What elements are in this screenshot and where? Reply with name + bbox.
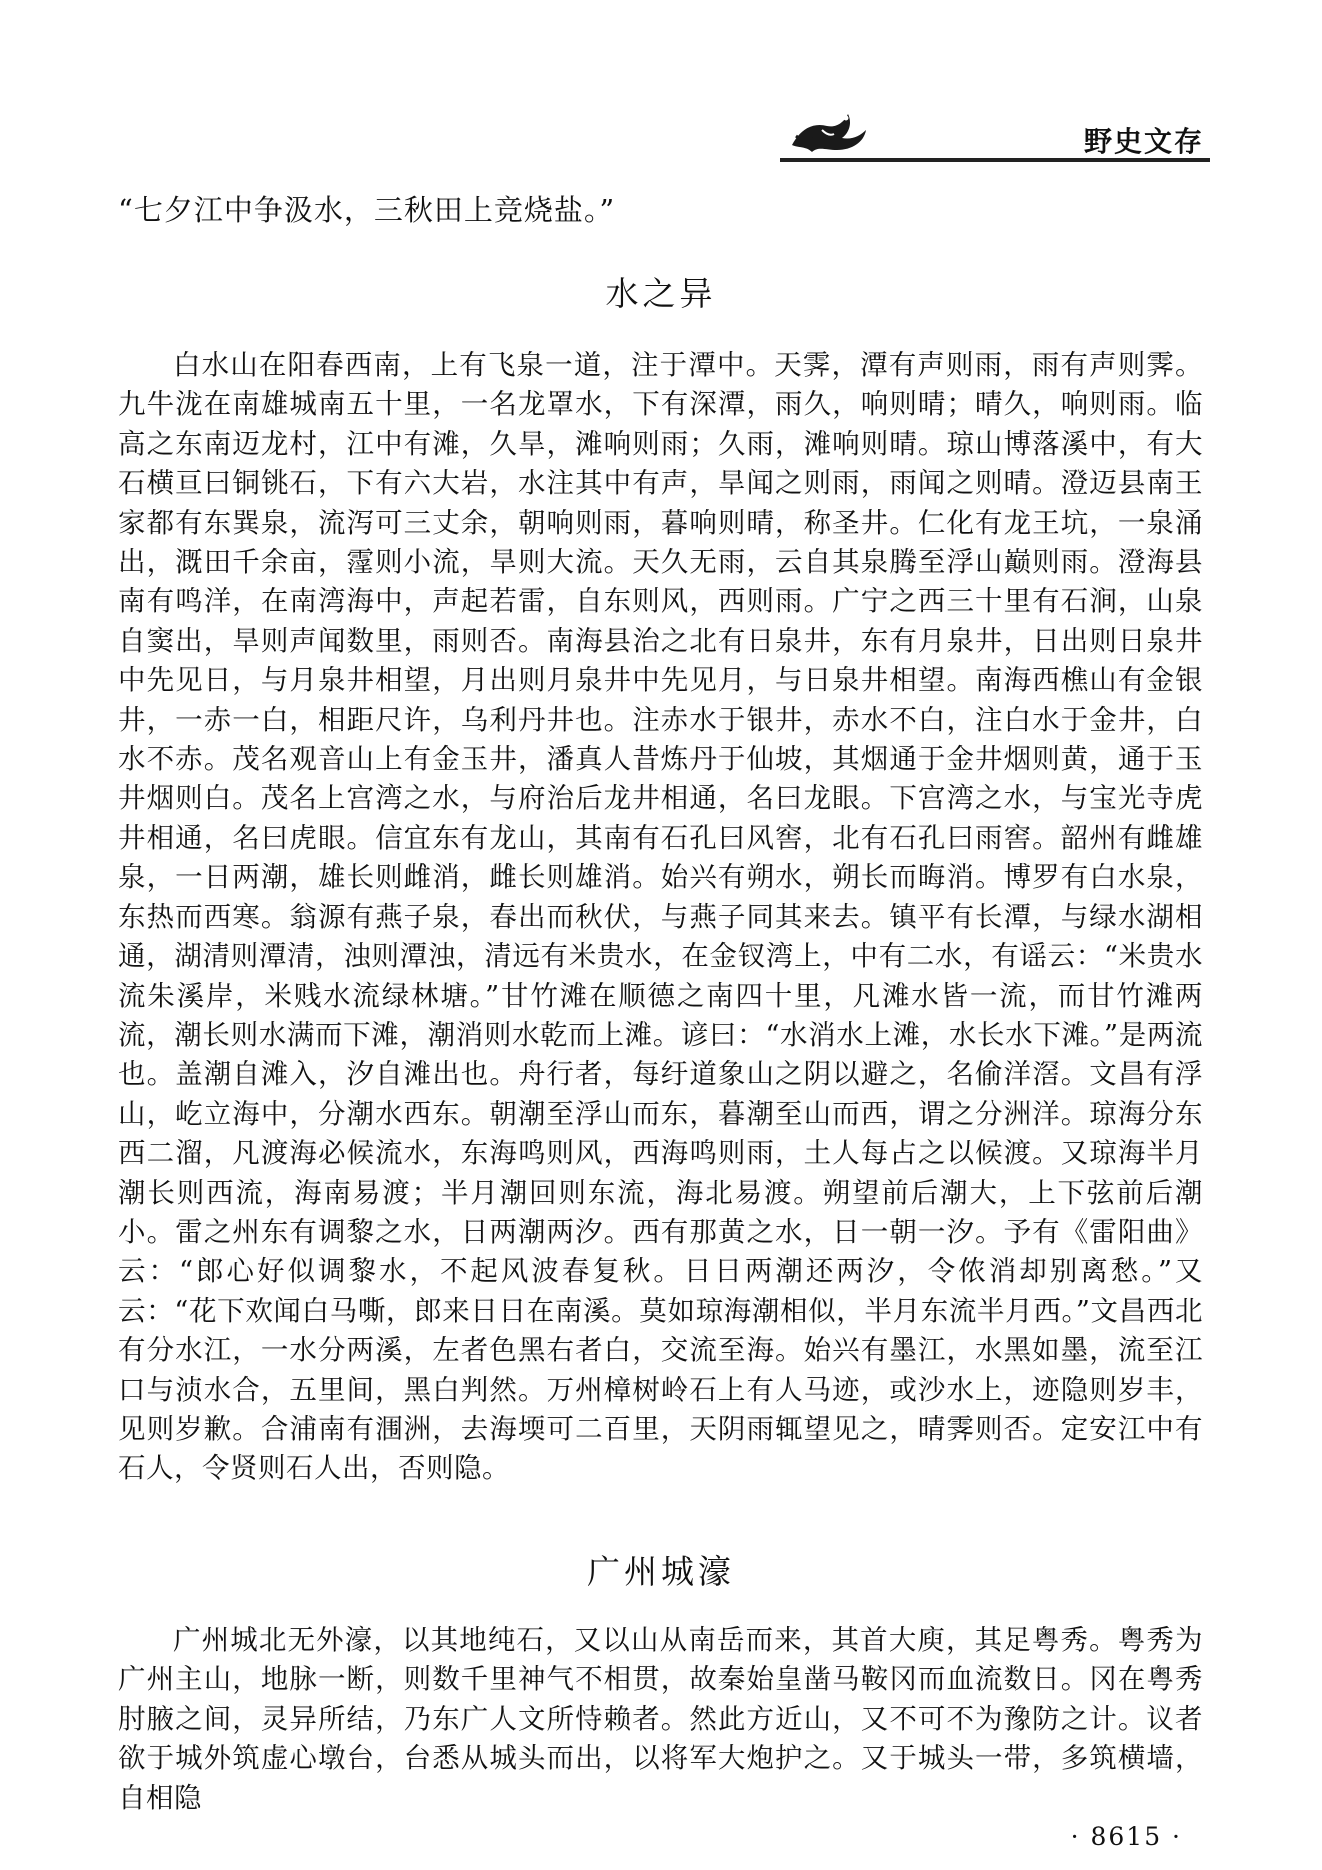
page-number: · 8615 · xyxy=(1070,1822,1182,1851)
section-body-guangzhou-moat: 广州城北无外濠，以其地纯石，又以山从南岳而来，其首大庾，其足粤秀。粤秀为广州主山，地脉一断，则数千里神气不相贯，故秦始皇凿马鞍冈而血流数日。冈在粤秀肘腋之间，灵异所结，乃东广人文所恃赖者。然此方近山，又不可不为豫防之计。议者欲于城外筑虚心墩台，台悉从城头而出，以将军大炮护之。又于城头一带，多筑横墙，自相隐 xyxy=(118,1624,1203,1814)
section-body-water-anomalies: 白水山在阳春西南，上有飞泉一道，注于潭中。天霁，潭有声则雨，雨有声则霁。九牛泷在南雄城南五十里，一名龙罩水，下有深潭，雨久，响则晴；晴久，响则雨。临高之东南迈龙村，江中有滩，久旱，滩响则雨；久雨，滩响则晴。琼山博落溪中，有大石横亘曰铜铫石，下有六大岩，水注其中有声，旱闻之则雨，雨闻之则晴。澄迈县南王家都有东巽泉，流泻可三丈余，朝响则雨，暮响则晴，称圣井。仁化有龙王坑，一泉涌出，溉田千余亩，霪则小流，旱则大流。天久无雨，云自其泉腾至浮山巅则雨。澄海县南有鸣洋，在南湾海中，声起若雷，自东则风，西则雨。广宁之西三十里有石涧，山泉自窦出，旱则声闻数里，雨则否。南海县治之北有日泉井，东有月泉井，日出则日泉井中先见日，与月泉井相望，月出则月泉井中先见月，与日泉井相望。南海西樵山有金银井，一赤一白，相距尺许，乌利丹井也。注赤水于银井，赤水不白，注白水于金井，白水不赤。茂名观音山上有金玉井，潘真人昔炼丹于仙坡，其烟通于金井烟则黄，通于玉井烟则白。茂名上宫湾之水，与府治后龙井相通，名曰龙眼。下宫湾之水，与宝光寺虎井相通，名曰虎眼。信宜东有龙山，其南有石孔曰风窖，北有石孔曰雨窖。韶州有雌雄泉，一日两潮，雄长则雌消，雌长则雄消。始兴有朔水，朔长而晦消。博罗有白水泉，东热而西寒。翁源有燕子泉，春出而秋伏，与燕子同其来去。镇平有长潭，与绿水湖相通，湖清则潭清，浊则潭浊，清远有米贵水，在金钗湾上，中有二水，有谣云：“米贵水流朱溪岸，米贱水流绿林塘。”甘竹滩在顺德之南四十里，凡滩水皆一流，而甘竹滩两流，潮长则水满而下滩，潮消则水乾而上滩。谚曰：“水消水上滩，水长水下滩。”是两流也。盖潮自滩入，汐自滩出也。舟行者，每纡道象山之阴以避之，名偷洋滘。文昌有浮山，屹立海中，分潮水西东。朝潮至浮山而东，暮潮至山而西，谓之分洲洋。琼海分东西二溜，凡渡海必候流水，东海鸣则风，西海鸣则雨，土人每占之以候渡。又琼海半月潮长则西流，海南易渡；半月潮回则东流，海北易渡。朔望前后潮大，上下弦前后潮小。雷之州东有调黎之水，日两潮两汐。西有那黄之水，日一朝一汐。予有《雷阳曲》云：“郎心好似调黎水，不起风波春复秋。日日两潮还两汐，令侬消却别离愁。”又云：“花下欢闻白马嘶，郎来日日在南溪。莫如琼海潮相似，半月东流半月西。”文昌西北有分水江，一水分两溪，左者色黑右者白，交流至海。始兴有墨江，水黑如墨，流至江口与浈水合，五里间，黑白判然。万州樟树岭石上有人马迹，或沙水上，迹隐则岁丰，见则岁歉。合浦南有涠洲，去海堧可二百里，天阴雨辄望见之，晴霁则否。定安江中有石人，令贤则石人出，否则隐。 xyxy=(118,349,1203,1485)
section-title-guangzhou-moat: 广州城濠 xyxy=(587,1552,735,1591)
section-title-water-anomalies: 水之异 xyxy=(605,274,717,313)
dragon-emblem-icon xyxy=(782,100,872,160)
top-quote: “七夕江中争汲水，三秋田上竞烧盐。” xyxy=(118,193,616,227)
series-title: 野史文存 xyxy=(1083,125,1204,158)
